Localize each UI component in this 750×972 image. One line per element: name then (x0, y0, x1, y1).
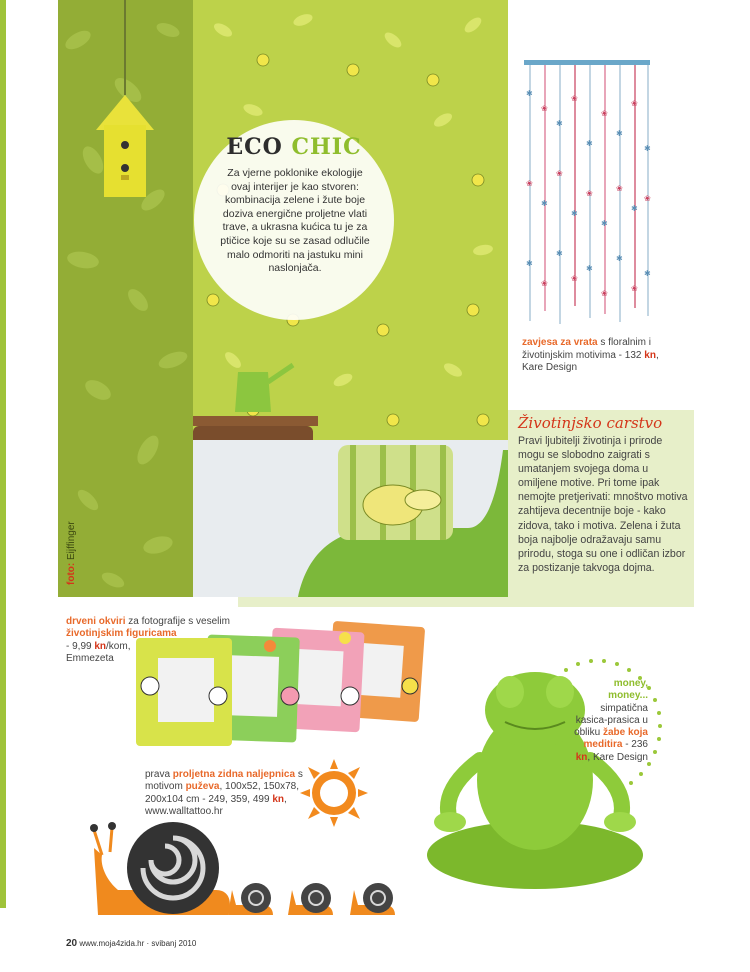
frames-currency: kn (94, 640, 107, 652)
frog-brand: , Kare Design (587, 751, 648, 763)
sidebar-title: Životinjsko carstvo (518, 414, 663, 432)
frames-desc: za fotografije s veselim (125, 616, 230, 627)
frames-name: drveni okviri (66, 616, 126, 627)
sidebar-body: Pravi ljubitelji životinja i prirode mogu se slobodno zaigrati s umatanjem svojega doma u omiljene motive. Pri tome ipak nemojte pretjerivati: mnoštvo motiva zahtijeva decentnije boje - kako zidova, tako i motiva. Zelena i žuta boja najbolje odražavaju samu prirodu, stoga su one i odličan izbor za postizanje takvoga dojma. (518, 435, 688, 574)
svg-text:✱: ✱ (556, 119, 563, 128)
svg-text:❀: ❀ (541, 279, 548, 288)
curtain-image (520, 56, 655, 331)
svg-text:✱: ✱ (644, 144, 651, 153)
sticker-motif: puževa (185, 781, 220, 793)
svg-text:✱: ✱ (556, 249, 563, 258)
svg-text:❀: ❀ (586, 189, 593, 198)
sticker-url: www.walltattoo.hr (145, 806, 223, 818)
svg-text:✱: ✱ (586, 139, 593, 148)
eco-chic-body: Za vjerne poklonike ekologije ovaj interijer je kao stvoren: kombinacija zelene i žute boje doziva energične proljetne vlati trave, a ukrasna kućica tu je za ptičice koje su se zasad odlučile malo odmoriti na jastuku mini naslonjača. (220, 167, 370, 275)
sticker-name: proljetna zidna naljepnica (172, 769, 296, 780)
curtain-desc: s floralnim i životinjskim motivima - 132 (522, 337, 651, 361)
svg-text:✱: ✱ (571, 209, 578, 218)
leaf-wallpaper-left (58, 0, 193, 597)
frames-unit: /kom, (106, 640, 131, 652)
curtain-currency: kn (644, 349, 656, 361)
curtain-caption (522, 337, 662, 375)
frog-price: - 236 (622, 739, 648, 751)
armchair-with-pillow (298, 430, 508, 597)
frog-currency: kn (575, 751, 588, 763)
svg-text:❀: ❀ (556, 169, 563, 178)
page-number: 20 (66, 938, 78, 949)
snail-sticker-image (88, 800, 418, 920)
photo-credit (66, 521, 77, 585)
photo-credit-label: foto: (66, 562, 77, 585)
svg-text:❀: ❀ (526, 179, 533, 188)
sticker-prefix: prava (145, 769, 173, 780)
frog-highlight: žabe koja meditira (583, 727, 648, 751)
svg-text:❀: ❀ (644, 194, 651, 203)
sticker-mid: s motivom (145, 769, 303, 793)
sticker-currency: kn (272, 793, 284, 805)
svg-text:✱: ✱ (601, 219, 608, 228)
frames-price: - 9,99 (66, 640, 95, 652)
sticker-comma: , (283, 793, 287, 805)
frog-caption (568, 678, 648, 764)
svg-text:✱: ✱ (526, 89, 533, 98)
svg-text:✱: ✱ (541, 199, 548, 208)
svg-text:✱: ✱ (644, 269, 651, 278)
page-footer (66, 938, 196, 949)
svg-text:❀: ❀ (571, 94, 578, 103)
frames-highlight: životinjskim figuricama (66, 628, 177, 640)
eco-chic-title-part1: ECO (226, 134, 283, 160)
svg-text:❀: ❀ (541, 104, 548, 113)
photo-credit-name: Eijffinger (66, 521, 77, 560)
svg-text:✱: ✱ (586, 264, 593, 273)
frames-caption (66, 616, 246, 666)
svg-text:❀: ❀ (616, 184, 623, 193)
footer-text: www.moja4zida.hr · svibanj 2010 (79, 939, 197, 948)
svg-text:✱: ✱ (616, 129, 623, 138)
svg-text:❀: ❀ (571, 274, 578, 283)
curtain-brand: , Kare Design (522, 349, 659, 373)
frames-brand: Emmezeta (66, 653, 114, 665)
svg-text:❀: ❀ (601, 289, 608, 298)
page-edge-stripe (0, 0, 6, 908)
sidebar-band (238, 597, 508, 607)
svg-text:❀: ❀ (631, 99, 638, 108)
frog-desc: simpatična kasica-prasica u obliku (574, 702, 648, 739)
svg-text:❀: ❀ (601, 109, 608, 118)
svg-text:❀: ❀ (631, 284, 638, 293)
sticker-sizes: , 100x52, 150x78, 200x104 cm - 249, 359, 499 (145, 781, 299, 805)
svg-text:✱: ✱ (526, 259, 533, 268)
eco-chic-title-part2: CHIC (291, 134, 362, 160)
frog-tagline-1: money, (613, 678, 648, 689)
svg-text:✱: ✱ (631, 204, 638, 213)
curtain-name: zavjesa za vrata (522, 337, 598, 348)
frog-tagline-2: money... (608, 690, 648, 702)
eco-chic-title (194, 134, 394, 160)
svg-text:✱: ✱ (616, 254, 623, 263)
